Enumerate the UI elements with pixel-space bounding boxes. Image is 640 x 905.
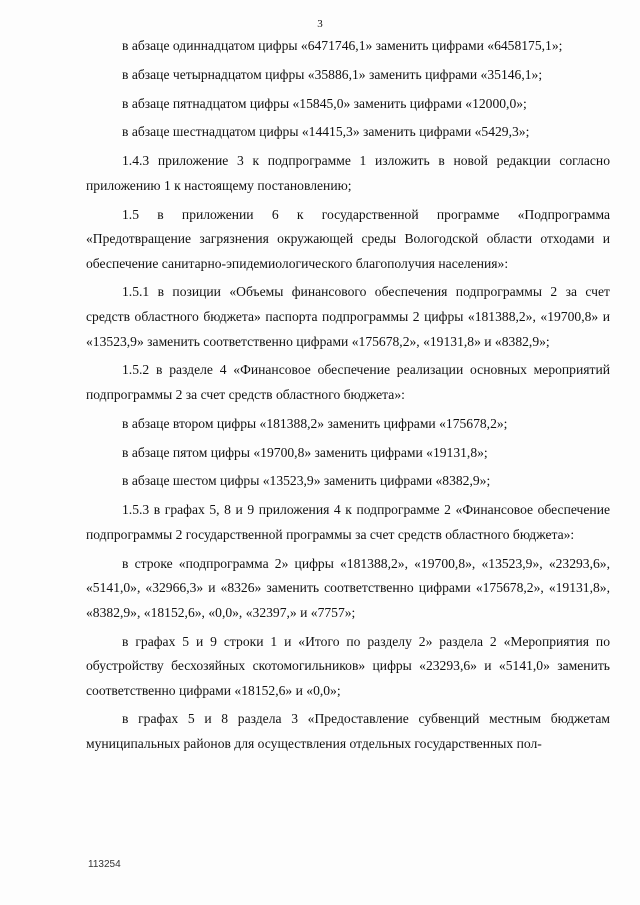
paragraph: в абзаце пятнадцатом цифры «15845,0» заменить цифрами «12000,0»; bbox=[122, 95, 527, 111]
paragraph: 1.5.2 в разделе 4 «Финансовое обеспечение реализации основных мероприятий подпрограммы 2 за счет средств областного бюджета»: bbox=[86, 362, 610, 403]
paragraph: в абзаце пятом цифры «19700,8» заменить цифрами «19131,8»; bbox=[122, 444, 488, 460]
paragraph: 1.5.1 в позиции «Объемы финансового обеспечения подпрограммы 2 за счет средств областного бюджета» паспорта подпрограммы 2 цифры «181388,2», «19700,8» и «13523,9» заменить соответственно цифрами «175678,2», «19131,8» и «8382,9»; bbox=[86, 284, 610, 349]
paragraph: в абзаце шестом цифры «13523,9» заменить цифрами «8382,9»; bbox=[122, 473, 491, 489]
paragraph: в графах 5 и 9 строки 1 и «Итого по разделу 2» раздела 2 «Мероприятия по обустройству бесхозяйных скотомогильников» цифры «23293,6» и «5141,0» заменить соответственно цифрами «18152,6» и «0,0»; bbox=[86, 633, 610, 698]
paragraph: в строке «подпрограмма 2» цифры «181388,2», «19700,8», «13523,9», «23293,6», «5141,0», «32966,3» и «8326» заменить соответственно цифрами «175678,2», «19131,8», «8382,9», «18152,6», «0,0», «32397,» и «7757»; bbox=[86, 555, 610, 620]
document-body bbox=[86, 34, 610, 761]
paragraph: 1.5.3 в графах 5, 8 и 9 приложения 4 к подпрограмме 2 «Финансовое обеспечение подпрограммы 2 государственной программы за счет средств областного бюджета»: bbox=[86, 502, 610, 542]
footer-code: 113254 bbox=[88, 859, 121, 870]
paragraph: в абзаце втором цифры «181388,2» заменить цифрами «175678,2»; bbox=[122, 415, 508, 431]
paragraph: 1.5 в приложении 6 к государственной программе «Подпрограмма «Предотвращение загрязнения окружающей среды Вологодской области отходами и обеспечение санитарно-эпидемиологического благополучия населения»: bbox=[86, 206, 610, 271]
paragraph: в абзаце четырнадцатом цифры «35886,1» заменить цифрами «35146,1»; bbox=[122, 66, 543, 82]
paragraph: в графах 5 и 8 раздела 3 «Предоставление субвенций местным бюджетам муниципальных районов для осуществления отдельных государственных пол- bbox=[86, 711, 610, 752]
paragraph: в абзаце одиннадцатом цифры «6471746,1» заменить цифрами «6458175,1»; bbox=[122, 38, 563, 53]
paragraph: 1.4.3 приложение 3 к подпрограмме 1 изложить в новой редакции согласно приложению 1 к настоящему постановлению; bbox=[86, 153, 610, 193]
page-number: 3 bbox=[317, 18, 323, 30]
paragraph: в абзаце шестнадцатом цифры «14415,3» заменить цифрами «5429,3»; bbox=[122, 124, 530, 140]
